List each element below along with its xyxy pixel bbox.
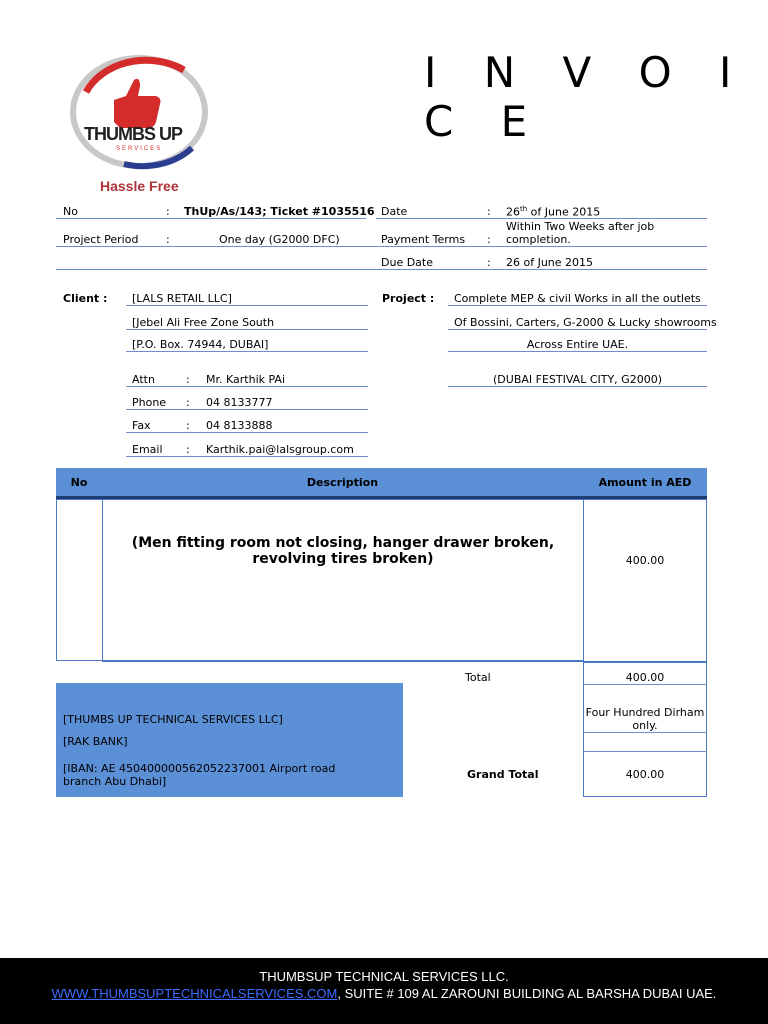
payment-label: Payment Terms <box>381 233 466 246</box>
project-period: One day (G2000 DFC) <box>219 233 340 246</box>
date-colon: : <box>487 205 491 218</box>
client-label: Client : <box>63 292 108 305</box>
date-label: Date <box>381 205 408 218</box>
bank-iban: [IBAN: AE 450400000562052237001 Airport road branch Abu Dhabi] <box>63 762 336 788</box>
invoice-number: ThUp/As/143; Ticket #1035516 <box>184 205 375 218</box>
footer-website-link[interactable]: WWW.THUMBSUPTECHNICALSERVICES.COM <box>51 986 338 1001</box>
project-label: Project : <box>382 292 435 305</box>
period-label: Project Period <box>63 233 139 246</box>
bank-account-name: [THUMBS UP TECHNICAL SERVICES LLC] <box>63 713 283 726</box>
period-colon: : <box>166 233 170 246</box>
due-date: 26 of June 2015 <box>506 256 594 269</box>
attn-value: Mr. Karthik PAi <box>206 373 285 386</box>
client-name: [LALS RETAIL LLC] <box>132 292 232 305</box>
project-line-1: Complete MEP & civil Works in all the outlets <box>454 292 701 305</box>
row-no-cell <box>56 499 103 661</box>
row-amount-cell <box>583 499 707 662</box>
footer-company: THUMBSUP TECHNICAL SERVICES LLC. <box>259 969 509 984</box>
row-amount: 400.00 <box>625 554 665 567</box>
email-colon: : <box>186 443 190 456</box>
logo-tagline: Hassle Free <box>100 178 179 194</box>
no-label: No <box>63 205 78 218</box>
thumbs-up-logo-graphic <box>64 52 214 194</box>
fax-colon: : <box>186 419 190 432</box>
phone-value: 04 8133777 <box>206 396 273 409</box>
total-value: 400.00 <box>625 671 665 684</box>
email-value: Karthik.pai@lalsgroup.com <box>206 443 354 456</box>
client-address: [Jebel Ali Free Zone South <box>132 316 275 329</box>
attn-label: Attn <box>132 373 155 386</box>
invoice-date: 26th of June 2015 <box>506 205 601 219</box>
payment-colon: : <box>487 233 491 246</box>
logo-brand: THUMBS UP <box>84 124 182 144</box>
row-desc-cell <box>102 499 584 662</box>
bank-name: [RAK BANK] <box>63 735 128 748</box>
fax-label: Fax <box>132 419 151 432</box>
attn-colon: : <box>186 373 190 386</box>
grand-total-value: 400.00 <box>625 768 665 781</box>
payment-terms-2: completion. <box>506 233 571 246</box>
col-amount: Amount in AED <box>598 476 692 489</box>
client-pobox: [P.O. Box. 74944, DUBAI] <box>132 338 269 351</box>
phone-label: Phone <box>132 396 167 409</box>
payment-terms-1: Within Two Weeks after job <box>506 220 655 233</box>
total-label: Total <box>465 671 491 684</box>
footer <box>0 958 768 1024</box>
email-label: Email <box>132 443 163 456</box>
logo-sub: SERVICES <box>116 146 163 152</box>
due-colon: : <box>487 256 491 269</box>
invoice-title: I N V O I C E <box>424 48 749 146</box>
project-line-2: Of Bossini, Carters, G-2000 & Lucky showrooms <box>454 316 717 329</box>
project-line-3: Across Entire UAE. <box>526 338 629 351</box>
phone-colon: : <box>186 396 190 409</box>
fax-value: 04 8133888 <box>206 419 273 432</box>
no-colon: : <box>166 205 170 218</box>
due-label: Due Date <box>381 256 433 269</box>
grand-total-label: Grand Total <box>467 768 539 781</box>
project-line-4: (DUBAI FESTIVAL CITY, G2000) <box>493 373 662 386</box>
company-logo <box>64 52 214 194</box>
amount-in-words: Four Hundred Dirham only. <box>585 706 705 732</box>
footer-address: , SUITE # 109 AL ZAROUNI BUILDING AL BARSHA DUBAI UAE. <box>337 986 717 1001</box>
col-no: No <box>70 476 88 489</box>
row-description: (Men fitting room not closing, hanger drawer broken, revolving tires broken) <box>131 535 555 567</box>
col-description: Description <box>306 476 379 489</box>
